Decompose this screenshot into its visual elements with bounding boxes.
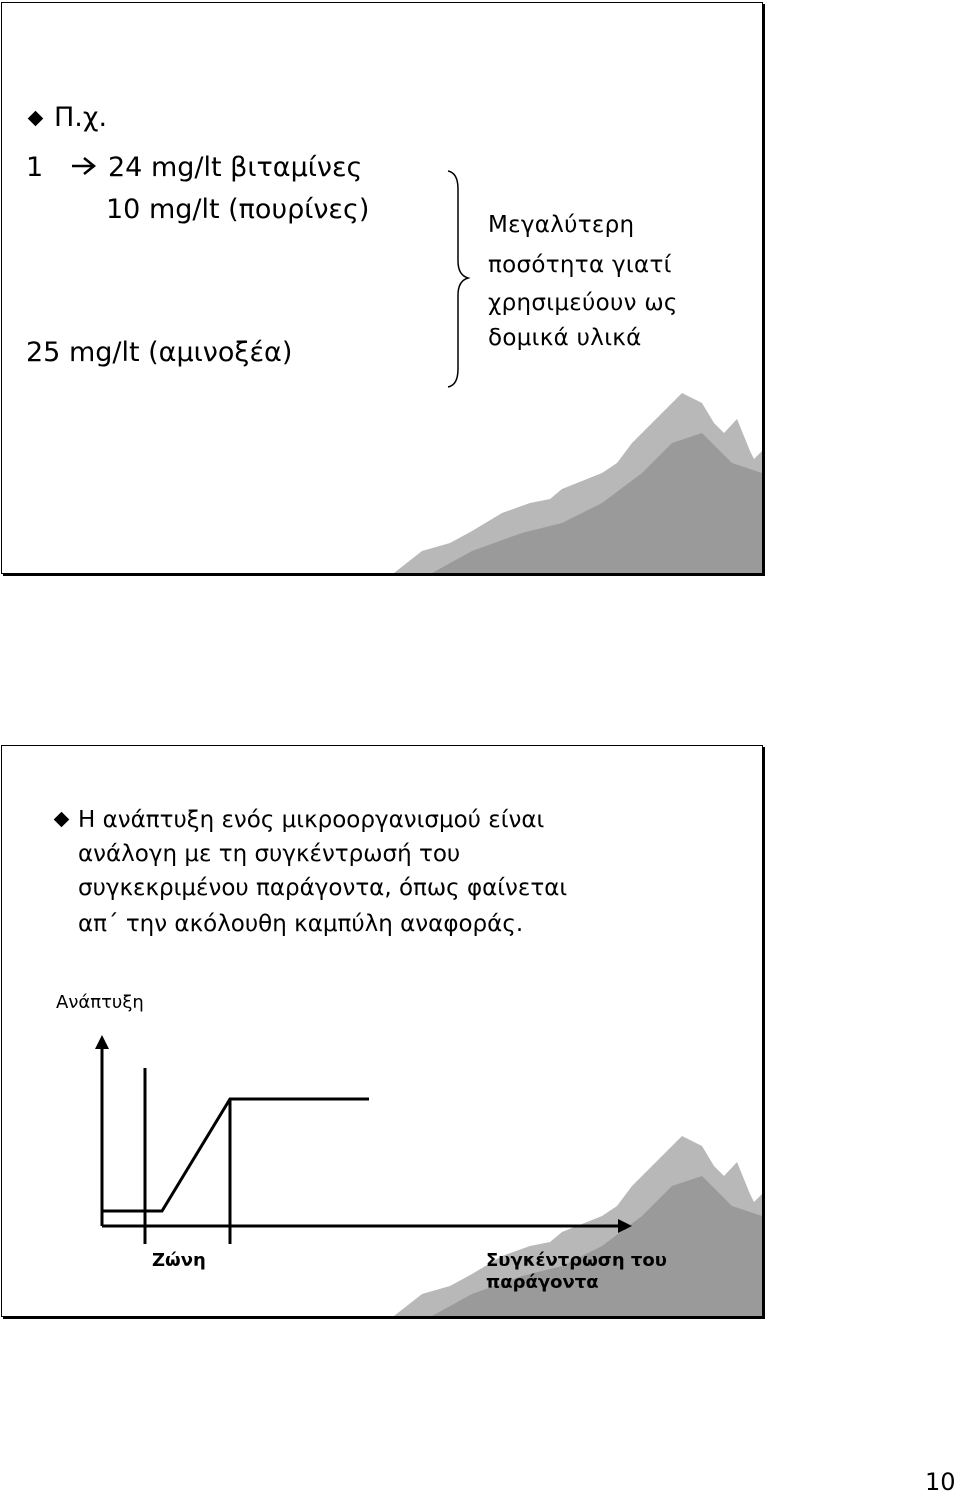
page-number: 10 xyxy=(925,1468,956,1496)
x-axis xyxy=(102,1219,632,1233)
right-arrow-icon xyxy=(72,158,94,174)
line-3-amino-acids: 25 mg/lt (αμινοξέα) xyxy=(26,337,293,368)
y-axis-label: Ανάπτυξη xyxy=(56,992,144,1013)
line-1-vitamins: 24 mg/lt βιταμίνες xyxy=(108,152,363,183)
remark-line-1: Μεγαλύτερη xyxy=(488,212,635,238)
line-2-purines: 10 mg/lt (πουρίνες) xyxy=(106,194,370,225)
slide-1 xyxy=(1,2,763,574)
x-axis-label-line-1: Συγκέντρωση του xyxy=(486,1250,667,1271)
response-curve xyxy=(102,1099,369,1211)
paragraph-line-3: συγκεκριμένου παράγοντα, όπως φαίνεται xyxy=(78,875,568,901)
remark-line-4: δομικά υλικά xyxy=(488,325,642,351)
remark-line-3: χρησιμεύουν ως xyxy=(488,290,678,316)
paragraph-line-2: ανάλογη με τη συγκέντρωσή του xyxy=(78,841,461,867)
slide-2 xyxy=(1,745,763,1317)
remark-line-2: ποσότητα γιατί xyxy=(488,252,672,278)
line-1-prefix: 1 xyxy=(26,152,44,183)
bullet-title: Π.χ. xyxy=(54,102,108,133)
slide-1-graphics xyxy=(2,3,762,573)
zone-label: Ζώνη xyxy=(152,1250,206,1271)
curly-brace xyxy=(448,171,468,387)
x-axis-label-line-2: παράγοντα xyxy=(486,1272,599,1293)
y-axis xyxy=(95,1035,109,1226)
paragraph-line-1: Η ανάπτυξη ενός μικροοργανισμού είναι xyxy=(78,807,545,833)
paragraph-line-4: απ΄ την ακόλουθη καμπύλη αναφοράς. xyxy=(78,911,524,937)
